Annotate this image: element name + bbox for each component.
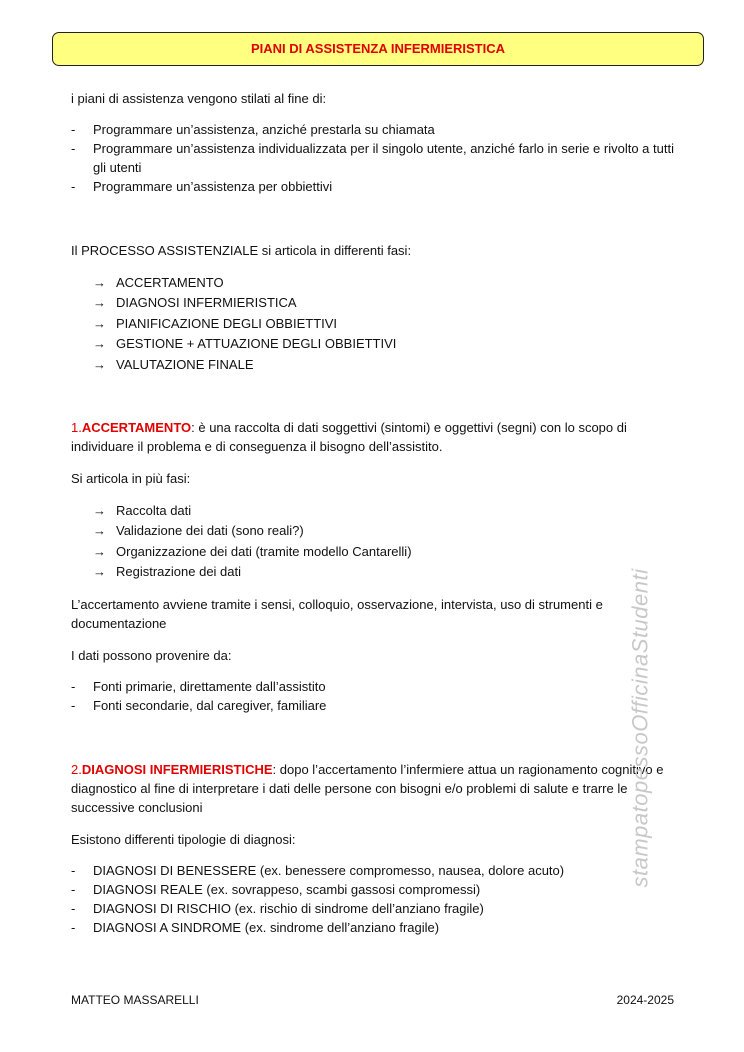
list-item: → GESTIONE + ATTUAZIONE DEGLI OBBIETTIVI xyxy=(71,334,676,354)
list-item: - Programmare un’assistenza per obbiettivi xyxy=(71,179,333,194)
list-item: → Raccolta dati xyxy=(71,501,676,521)
section2-type-list xyxy=(71,861,676,937)
list-item: - DIAGNOSI A SINDROME (ex. sindrome dell’anziano fragile) xyxy=(71,920,440,935)
dash-marker: - xyxy=(71,882,76,897)
list-item: - DIAGNOSI DI RISCHIO (ex. rischio di sindrome dell’anziano fragile) xyxy=(71,901,484,916)
arrow-icon: → xyxy=(93,295,106,311)
section1-phase-list xyxy=(71,501,676,583)
intro-text: i piani di assistenza vengono stilati al fine di: xyxy=(71,91,327,106)
list-item: - Fonti secondarie, dal caregiver, familiare xyxy=(71,698,327,713)
section1-text: : è una raccolta di dati soggettivi (sintomi) e oggettivi (segni) con lo scopo di individuare il problema e di conseguenza il bisogno dell’assistito. xyxy=(71,420,627,454)
dash-marker: - xyxy=(71,698,76,713)
dash-marker: - xyxy=(71,920,76,935)
section2-number: 2. xyxy=(71,762,82,777)
process-phase-list xyxy=(71,273,676,375)
arrow-icon: → xyxy=(93,315,106,331)
section2-heading: DIAGNOSI INFERMIERISTICHE xyxy=(81,762,273,777)
list-item: → VALUTAZIONE FINALE xyxy=(71,355,676,375)
list-item: → DIAGNOSI INFERMIERISTICA xyxy=(71,293,676,313)
list-item: → PIANIFICAZIONE DEGLI OBBIETTIVI xyxy=(71,314,676,334)
page-title: PIANI DI ASSISTENZA INFERMIERISTICA xyxy=(52,32,704,66)
arrow-icon: → xyxy=(93,503,106,518)
section1-paragraph xyxy=(71,418,676,456)
arrow-icon: → xyxy=(93,336,106,352)
list-item: → ACCERTAMENTO xyxy=(71,273,676,293)
section1-source-list xyxy=(71,677,676,715)
section1-means: L’accertamento avviene tramite i sensi, colloquio, osservazione, intervista, uso di strumenti e documentazione xyxy=(71,597,603,631)
arrow-icon: → xyxy=(93,564,106,580)
arrow-icon: → xyxy=(93,275,106,290)
dash-marker: - xyxy=(71,679,76,694)
list-item: - DIAGNOSI DI BENESSERE (ex. benessere compromesso, nausea, dolore acuto) xyxy=(71,863,565,878)
dash-marker: - xyxy=(71,141,76,156)
section1-number: 1. xyxy=(71,420,82,435)
dash-marker: - xyxy=(71,863,76,878)
section1-sources-intro: I dati possono provenire da: xyxy=(71,648,232,663)
arrow-icon: → xyxy=(93,356,106,372)
list-item: → Validazione dei dati (sono reali?) xyxy=(71,521,676,541)
list-item: - Programmare un’assistenza individualizzata per il singolo utente, anziché farlo in serie e rivolto a tutti gli utenti xyxy=(71,141,674,175)
section2-paragraph xyxy=(71,760,676,817)
list-item: - Programmare un’assistenza, anziché prestarla su chiamata xyxy=(71,122,435,137)
list-item: - DIAGNOSI REALE (ex. sovrappeso, scambi gassosi compromessi) xyxy=(71,882,481,897)
list-item: - Fonti primarie, direttamente dall’assistito xyxy=(71,679,326,694)
dash-marker: - xyxy=(71,122,76,137)
list-item: → Organizzazione dei dati (tramite modello Cantarelli) xyxy=(71,542,676,562)
process-text: Il PROCESSO ASSISTENZIALE si articola in differenti fasi: xyxy=(71,243,412,258)
section1-heading: ACCERTAMENTO xyxy=(81,420,192,435)
section1-phases-intro: Si articola in più fasi: xyxy=(71,471,191,486)
footer-year: 2024-2025 xyxy=(616,993,674,1007)
dash-marker: - xyxy=(71,901,76,916)
section2-text: : dopo l’accertamento l’infermiere attua un ragionamento cognitivo e diagnostico al fine di interpretare i dati delle persone con bisogni e/o problemi di salute e trarre le successive conclusioni xyxy=(71,762,664,815)
intro-list xyxy=(71,120,676,196)
arrow-icon: → xyxy=(93,523,106,539)
footer-author: MATTEO MASSARELLI xyxy=(71,993,199,1007)
section2-types-intro: Esistono differenti tipologie di diagnosi: xyxy=(71,832,296,847)
watermark: stampatopessoOfficinaStudenti xyxy=(627,568,653,888)
dash-marker: - xyxy=(71,179,76,194)
list-item: → Registrazione dei dati xyxy=(71,562,676,582)
arrow-icon: → xyxy=(93,543,106,559)
